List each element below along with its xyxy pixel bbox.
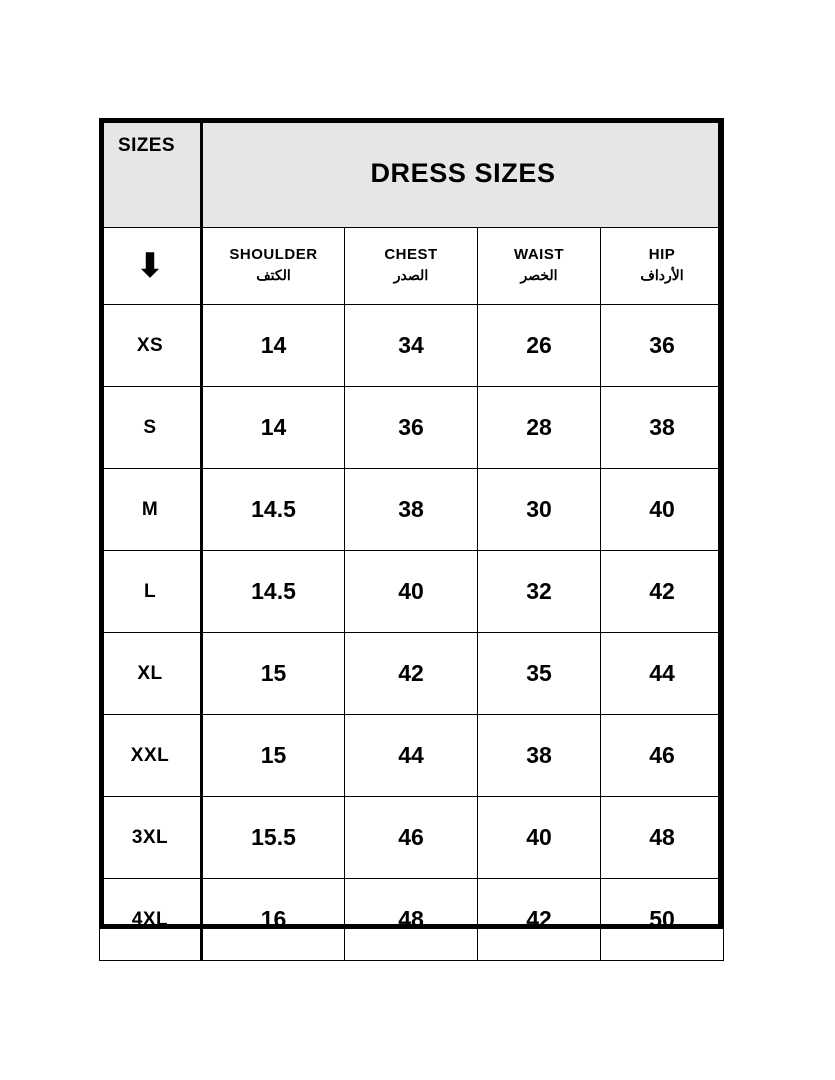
cell-waist: 42 xyxy=(478,879,601,961)
table-row xyxy=(100,633,724,715)
cell-shoulder: 15 xyxy=(202,633,345,715)
measurement-label-ar: الأرداف xyxy=(640,267,684,284)
table-header-row xyxy=(100,119,724,228)
sizes-column-header: SIZES xyxy=(100,119,202,228)
row-size-label: M xyxy=(100,469,202,551)
cell-chest: 36 xyxy=(345,387,478,469)
down-arrow-icon xyxy=(100,228,202,305)
cell-shoulder: 14 xyxy=(202,305,345,387)
cell-chest: 46 xyxy=(345,797,478,879)
row-size-label: XXL xyxy=(100,715,202,797)
cell-waist: 26 xyxy=(478,305,601,387)
cell-chest: 48 xyxy=(345,879,478,961)
table-row xyxy=(100,387,724,469)
measurement-label-ar: الصدر xyxy=(393,267,429,284)
cell-shoulder: 14 xyxy=(202,387,345,469)
measurement-label-en: CHEST xyxy=(384,246,438,264)
measurement-header-hip xyxy=(601,228,724,305)
measurement-header-shoulder xyxy=(202,228,345,305)
cell-chest: 34 xyxy=(345,305,478,387)
dress-size-chart-table xyxy=(99,118,724,961)
cell-waist: 40 xyxy=(478,797,601,879)
row-size-label: S xyxy=(100,387,202,469)
row-size-label: L xyxy=(100,551,202,633)
cell-hip: 42 xyxy=(601,551,724,633)
cell-chest: 44 xyxy=(345,715,478,797)
cell-waist: 28 xyxy=(478,387,601,469)
table-row xyxy=(100,305,724,387)
measurement-header-row xyxy=(100,228,724,305)
cell-chest: 38 xyxy=(345,469,478,551)
cell-waist: 30 xyxy=(478,469,601,551)
cell-chest: 40 xyxy=(345,551,478,633)
cell-hip: 46 xyxy=(601,715,724,797)
cell-hip: 40 xyxy=(601,469,724,551)
cell-shoulder: 15 xyxy=(202,715,345,797)
cell-shoulder: 14.5 xyxy=(202,551,345,633)
cell-shoulder: 16 xyxy=(202,879,345,961)
table-row xyxy=(100,469,724,551)
cell-hip: 50 xyxy=(601,879,724,961)
size-chart-container xyxy=(99,118,723,961)
measurement-label-ar: الخصر xyxy=(520,267,558,284)
cell-waist: 38 xyxy=(478,715,601,797)
table-row xyxy=(100,715,724,797)
table-row xyxy=(100,879,724,961)
row-size-label: XL xyxy=(100,633,202,715)
row-size-label: 4XL xyxy=(100,879,202,961)
measurement-label-en: WAIST xyxy=(514,246,564,264)
cell-hip: 44 xyxy=(601,633,724,715)
measurement-header-waist xyxy=(478,228,601,305)
measurement-label-en: SHOULDER xyxy=(229,246,318,264)
table-row xyxy=(100,551,724,633)
row-size-label: 3XL xyxy=(100,797,202,879)
cell-hip: 38 xyxy=(601,387,724,469)
cell-shoulder: 15.5 xyxy=(202,797,345,879)
chart-title: DRESS SIZES xyxy=(202,119,724,228)
cell-waist: 35 xyxy=(478,633,601,715)
cell-hip: 36 xyxy=(601,305,724,387)
measurement-label-en: HIP xyxy=(648,246,676,264)
measurement-label-ar: الكتف xyxy=(256,267,291,284)
table-row xyxy=(100,797,724,879)
measurement-header-chest xyxy=(345,228,478,305)
cell-shoulder: 14.5 xyxy=(202,469,345,551)
cell-waist: 32 xyxy=(478,551,601,633)
cell-hip: 48 xyxy=(601,797,724,879)
arrow-glyph: ⬇ xyxy=(135,246,165,286)
row-size-label: XS xyxy=(100,305,202,387)
cell-chest: 42 xyxy=(345,633,478,715)
